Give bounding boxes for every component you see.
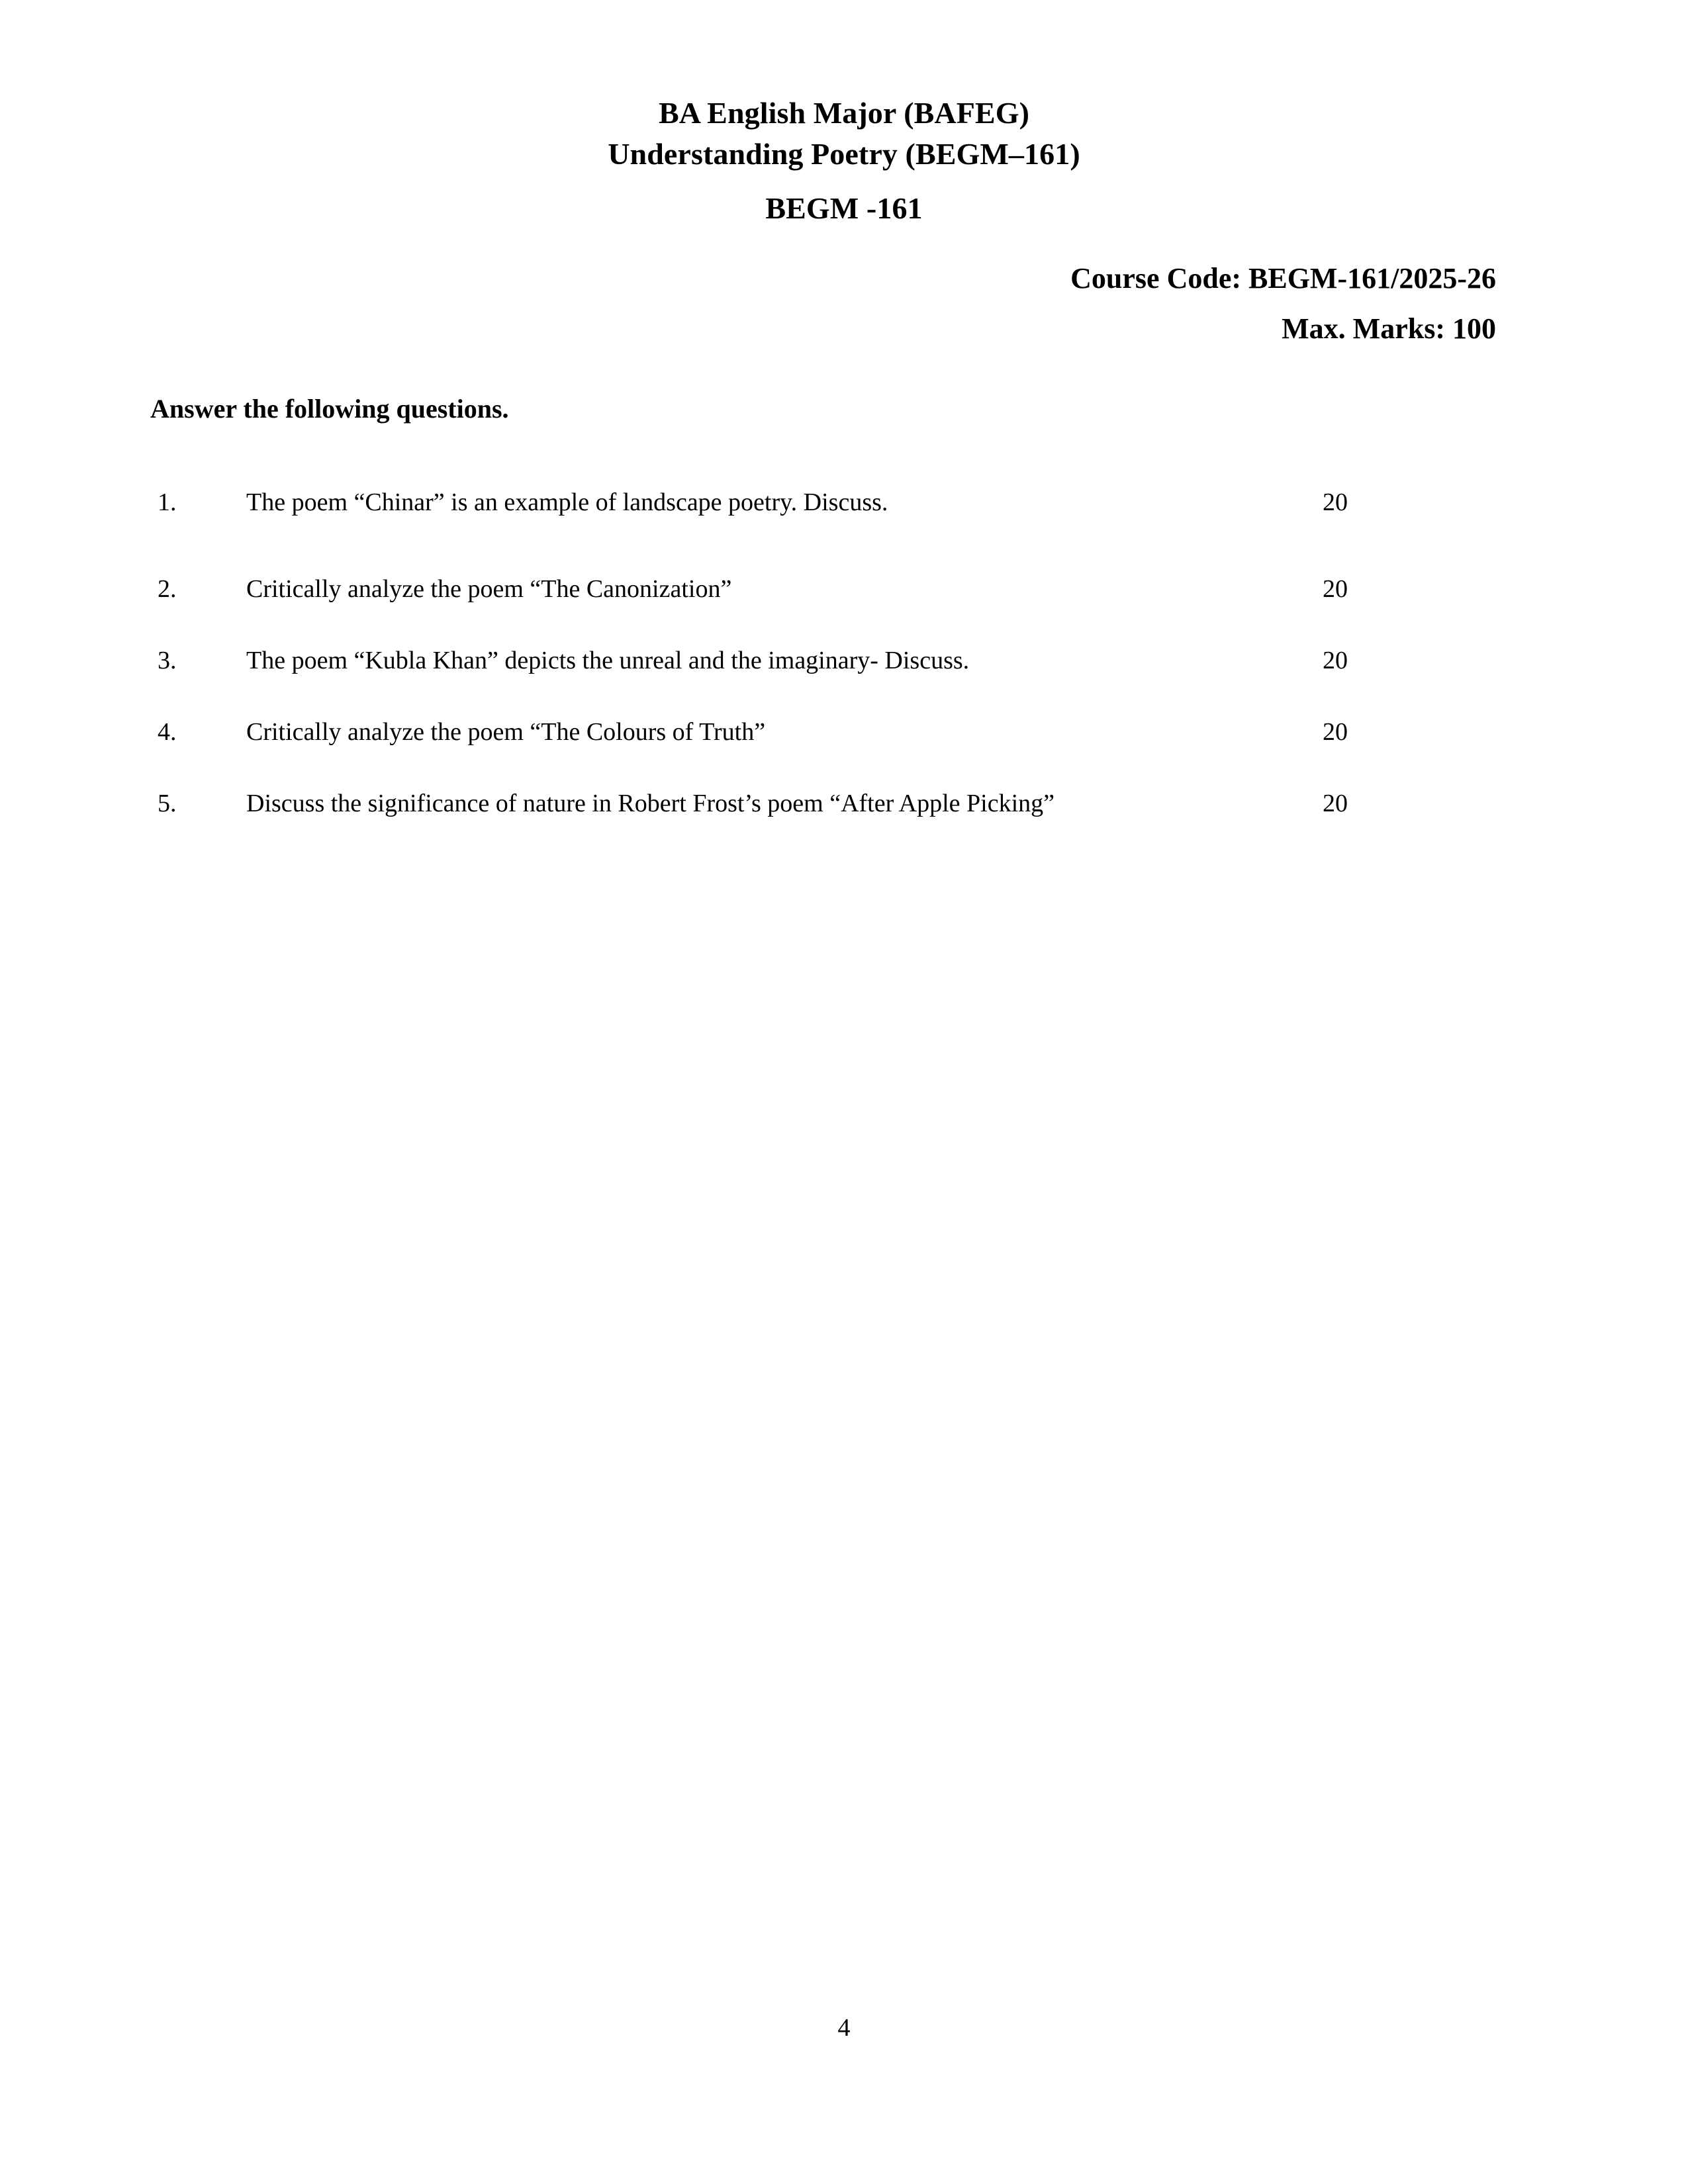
page-number: 4	[837, 2014, 851, 2042]
question-marks: 20	[1323, 488, 1348, 516]
question-text: Critically analyze the poem “The Colours of Truth”	[246, 718, 766, 746]
title-block	[0, 93, 1688, 229]
question-marks: 20	[1323, 718, 1348, 746]
question-number: 5.	[158, 790, 177, 817]
question-text: Discuss the significance of nature in Robert Frost’s poem “After Apple Picking”	[246, 790, 1055, 817]
exam-meta-block	[0, 253, 1688, 354]
course-title: Understanding Poetry (BEGM–161)	[608, 137, 1080, 171]
question-number: 2.	[158, 575, 177, 603]
question-row	[0, 788, 1688, 859]
question-text: The poem “Chinar” is an example of landscape poetry. Discuss.	[246, 488, 888, 516]
question-row	[0, 573, 1688, 645]
question-text: The poem “Kubla Khan” depicts the unreal and the imaginary- Discuss.	[246, 647, 970, 674]
course-short-code: BEGM -161	[765, 191, 923, 225]
max-marks-line: Max. Marks: 100	[1282, 312, 1496, 345]
question-text: Critically analyze the poem “The Canonization”	[246, 575, 732, 603]
question-marks: 20	[1323, 575, 1348, 603]
programme-title: BA English Major (BAFEG)	[659, 96, 1029, 130]
question-row	[0, 716, 1688, 788]
question-row	[0, 645, 1688, 716]
question-number: 3.	[158, 647, 177, 674]
question-row	[0, 486, 1688, 573]
page-footer	[0, 2012, 1688, 2044]
question-number: 4.	[158, 718, 177, 746]
question-marks: 20	[1323, 647, 1348, 674]
question-number: 1.	[158, 488, 177, 516]
course-code-line: Course Code: BEGM-161/2025-26	[1070, 262, 1496, 295]
question-list	[0, 486, 1688, 859]
instruction-heading: Answer the following questions.	[150, 394, 509, 424]
question-marks: 20	[1323, 790, 1348, 817]
